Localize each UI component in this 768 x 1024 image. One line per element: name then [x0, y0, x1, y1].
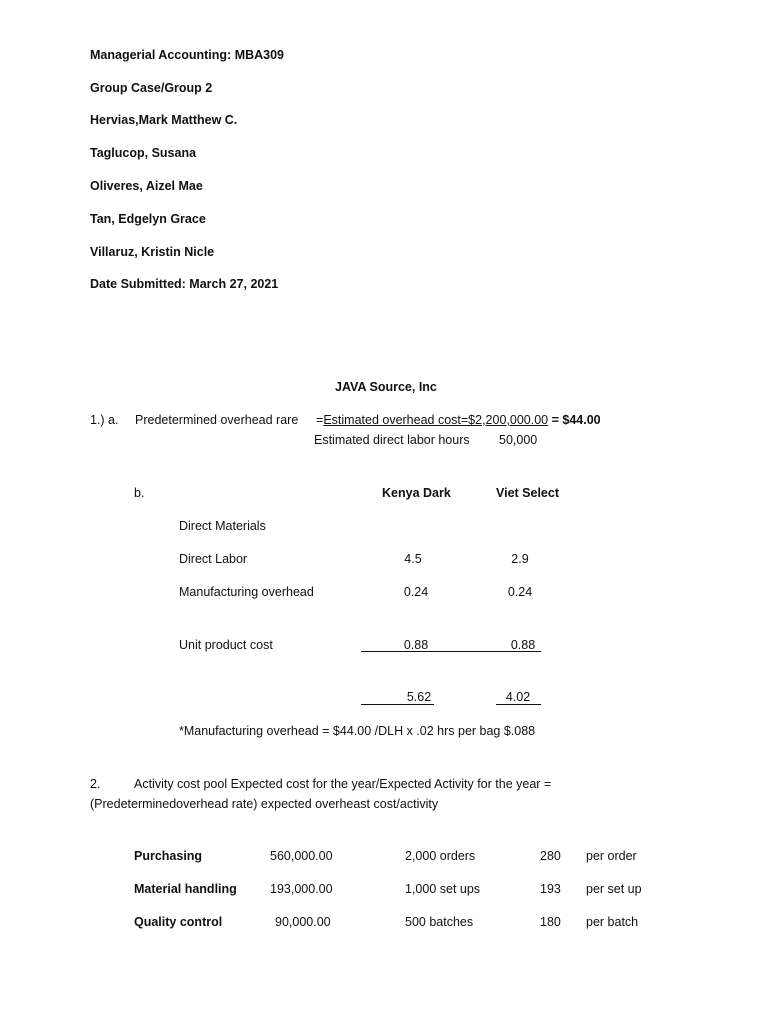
total-underline-viet: [496, 704, 541, 705]
pool-name: Material handling: [134, 882, 237, 896]
pool-rate: 280: [540, 849, 561, 863]
pool-name: Purchasing: [134, 849, 203, 863]
row-label: Manufacturing overhead: [179, 585, 314, 599]
overhead-note: *Manufacturing overhead = $44.00 /DLH x .02 hrs per bag $.088: [179, 724, 536, 738]
course-title: Managerial Accounting: MBA309: [90, 48, 285, 62]
q1-label: Predetermined overhead rare: [135, 413, 299, 427]
cell-viet: 0.24: [507, 585, 533, 599]
q1-result: = $44.00: [548, 413, 601, 427]
q2-line1: Activity cost pool Expected cost for the year/Expected Activity for the year =: [134, 777, 552, 791]
pool-unit: per order: [586, 849, 637, 863]
pool-activity: 500 batches: [405, 915, 474, 929]
member-4: Tan, Edgelyn Grace: [90, 212, 206, 226]
q2-number: 2.: [90, 777, 101, 791]
pool-cost: 193,000.00: [270, 882, 333, 896]
pool-rate: 180: [540, 915, 561, 929]
pool-unit: per batch: [586, 915, 639, 929]
document-title: JAVA Source, Inc: [335, 380, 437, 394]
pool-unit: per set up: [586, 882, 642, 896]
group-label: Group Case/Group 2: [90, 81, 213, 95]
member-1: Hervias,Mark Matthew C.: [90, 113, 238, 127]
pool-activity: 1,000 set ups: [405, 882, 481, 896]
cell-kenya: 0.88: [403, 638, 429, 652]
col-viet-select: Viet Select: [496, 486, 560, 500]
member-2: Taglucop, Susana: [90, 146, 197, 160]
total-underline-kenya: [361, 704, 434, 705]
pool-cost: 560,000.00: [270, 849, 333, 863]
date-submitted: Date Submitted: March 27, 2021: [90, 277, 279, 291]
q1-equation: [316, 413, 601, 428]
pool-rate: 193: [540, 882, 561, 896]
col-kenya-dark: Kenya Dark: [382, 486, 451, 500]
q1-numerator: Estimated overhead cost=$2,200,000.00: [323, 413, 549, 427]
total-viet: 4.02: [505, 690, 531, 704]
pool-activity: 2,000 orders: [405, 849, 476, 863]
row-label: Unit product cost: [179, 638, 273, 652]
cell-kenya: 0.24: [403, 585, 429, 599]
q1-number: 1.) a.: [90, 413, 119, 427]
underline-kenya: [361, 651, 452, 652]
q1-denominator-value: 50,000: [499, 433, 538, 447]
q2-line2: (Predeterminedoverhead rate) expected overheast cost/activity: [90, 797, 439, 811]
q1b-label: b.: [134, 486, 145, 500]
member-5: Villaruz, Kristin Nicle: [90, 245, 215, 259]
row-label: Direct Labor: [179, 552, 248, 566]
cell-kenya: 4.5: [404, 552, 422, 566]
pool-cost: 90,000.00: [275, 915, 331, 929]
q1-denominator-label: Estimated direct labor hours: [314, 433, 470, 447]
member-3: Oliveres, Aizel Mae: [90, 179, 203, 193]
cell-viet: 0.88: [510, 638, 536, 652]
row-label: Direct Materials: [179, 519, 266, 533]
total-kenya: 5.62: [406, 690, 432, 704]
underline-viet: [452, 651, 541, 652]
pool-name: Quality control: [134, 915, 223, 929]
q1-eq-prefix: =: [316, 413, 324, 427]
cell-viet: 2.9: [511, 552, 529, 566]
